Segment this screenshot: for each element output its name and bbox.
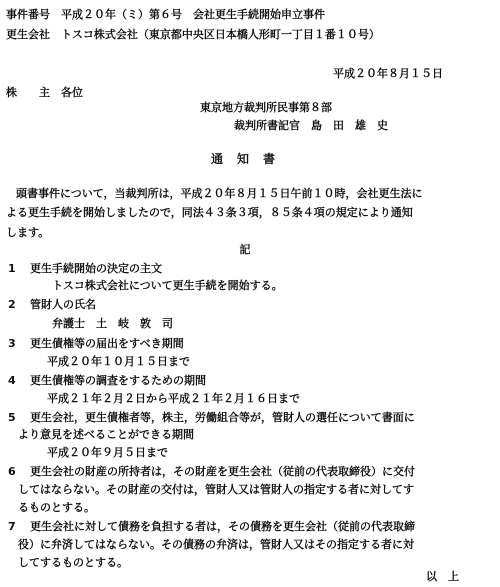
notice-date: 平成２０年８月１５日 [333,67,443,80]
item-7-line-3: してするものとする。 [18,556,128,569]
item-1-line-2: トスコ株式会社について更生手続を開始する。 [30,279,283,292]
item-7-line-2: 役）に弁済してはならない。その債務の弁済は，管財人又はその指定する者に対 [18,538,414,551]
court-name: 東京地方裁判所民事第８部 [200,101,332,114]
ki-heading: 記 [239,243,251,256]
item-number: 4 [8,374,16,387]
document-title: 通知書 [210,152,289,166]
item-3-line-2: 平成２０年１０月１５日まで [36,355,190,368]
closing-mark: 以 上 [426,570,459,583]
item-7-line-1: 更生会社に対して債務を負担する者は，その債務を更生会社（従前の代表取締 [30,520,415,533]
item-number: 1 [8,262,16,275]
item-6-line-2: してはならない。その財産の交付は，管財人又は管財人の指定する者に対してす [18,483,414,496]
item-6-line-3: るものとする。 [18,501,95,514]
item-number: 6 [8,465,16,478]
item-number: 3 [8,337,16,350]
item-3-line-1: 更生債権等の届出をすべき期間 [30,337,184,350]
intro-line-1: 頭書事件について，当裁判所は，平成２０年８月１５日午前１０時，会社更生法に [16,187,423,200]
addressee: 株 主 各位 [6,86,83,99]
item-5-line-1: 更生会社，更生債権者等，株主，労働組合等が，管財人の選任について書面に [30,411,415,424]
item-5-line-2: より意見を述べることができる期間 [18,428,194,441]
item-2-line-2: 弁護士 土 岐 敦 司 [30,317,173,330]
item-number: 2 [8,298,16,311]
item-4-line-2: 平成２１年２月２日から平成２１年２月１６日まで [36,392,300,405]
item-number: 5 [8,411,16,424]
intro-line-2: よる更生手続を開始しましたので，同法４３条３項，８５条４項の規定により通知 [6,206,413,219]
clerk-name: 裁判所書記官 島 田 雄 史 [234,119,388,132]
case-number-line: 事件番号 平成２０年（ミ）第６号 会社更生手続開始申立事件 [6,8,325,21]
item-number: 7 [8,520,16,533]
company-line: 更生会社 トスコ株式会社（東京都中央区日本橋人形町一丁目１番１０号） [6,28,380,41]
intro-line-3: します。 [6,226,50,239]
item-5-line-3: 平成２０年９月５日まで [36,446,168,459]
item-4-line-1: 更生債権等の調査をするための期間 [30,374,206,387]
item-1-line-1: 更生手続開始の決定の主文 [30,262,162,275]
item-2-line-1: 管財人の氏名 [30,298,96,311]
item-6-line-1: 更生会社の財産の所持者は，その財産を更生会社（従前の代表取締役）に交付 [30,465,415,478]
